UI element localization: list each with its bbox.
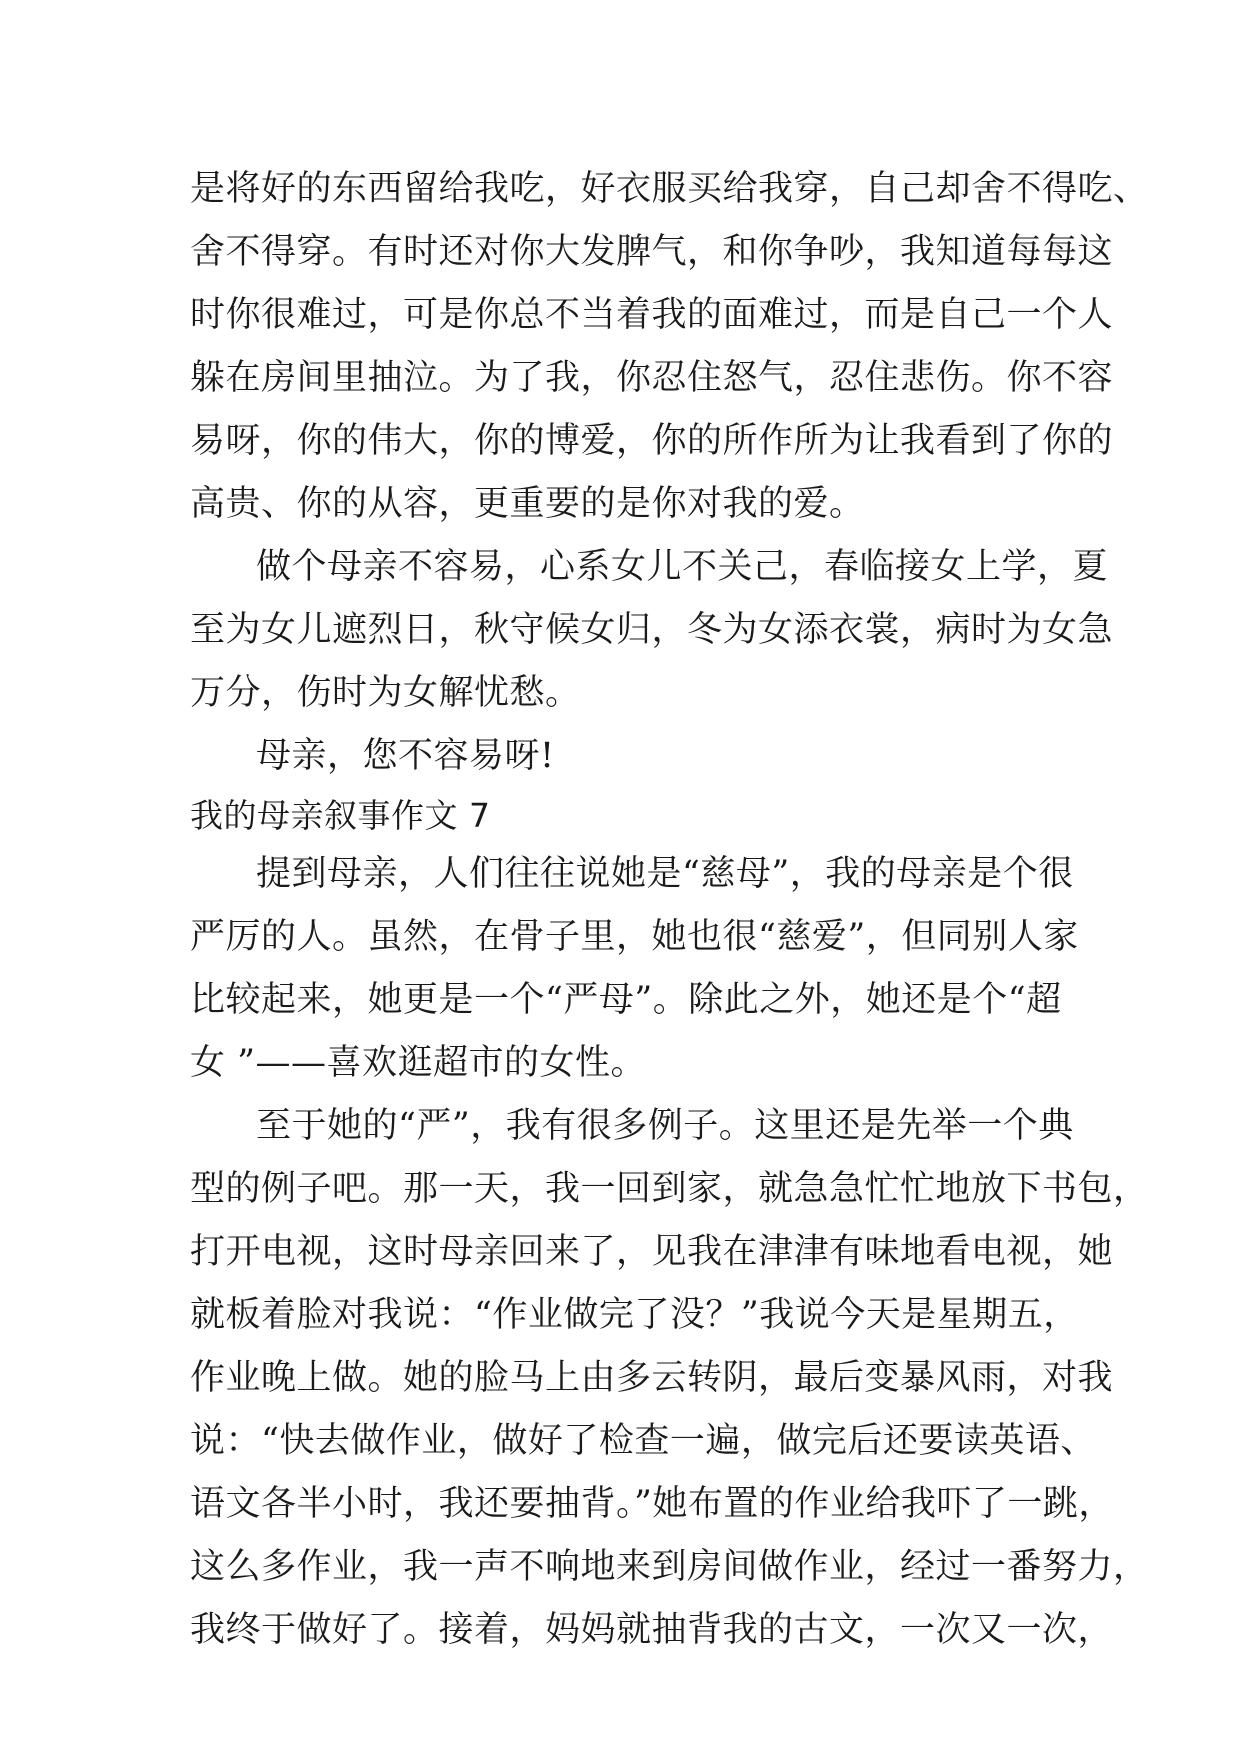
text-line: 至为女儿遮烈日，秋守候女归，冬为女添衣裳，病时为女急	[190, 610, 1114, 650]
paragraph	[190, 843, 1079, 1095]
text-line: 至于她的“严”，我有很多例子。这里还是先举一个典	[256, 1106, 1074, 1146]
text-line: 我终于做好了。接着，妈妈就抽背我的古文，一次又一次，	[190, 1610, 1114, 1650]
text-line: 时你很难过，可是你总不当着我的面难过，而是自己一个人	[190, 295, 1114, 335]
text-line: 做个母亲不容易，心系女儿不关己，春临接女上学，夏	[256, 547, 1109, 587]
paragraph	[190, 725, 1060, 788]
text-line: 这么多作业，我一声不响地来到房间做作业，经过一番努力，	[190, 1547, 1149, 1587]
text-line: 母亲，您不容易呀!	[256, 736, 555, 776]
text-line: 提到母亲，人们往往说她是“慈母”，我的母亲是个很	[256, 854, 1074, 894]
text-line: 舍不得穿。有时还对你大发脾气，和你争吵，我知道每每这	[190, 232, 1114, 272]
text-line: 高贵、你的从容，更重要的是你对我的爱。	[190, 484, 865, 524]
text-line: 就板着脸对我说：“作业做完了没？”我说今天是星期五，	[190, 1295, 1079, 1335]
text-line: 型的例子吧。那一天，我一回到家，就急急忙忙地放下书包，	[190, 1169, 1149, 1209]
document-body	[190, 158, 1149, 1662]
paragraph	[190, 158, 1149, 536]
text-line: 说：“快去做作业，做好了检查一遍，做完后还要读英语、	[190, 1421, 1096, 1461]
text-line: 女 ”——喜欢逛超市的女性。	[190, 1043, 647, 1083]
text-line: 比较起来，她更是一个“严母”。除此之外，她还是个“超	[190, 980, 1062, 1020]
text-line: 作业晚上做。她的脸马上由多云转阴，最后变暴风雨，对我	[190, 1358, 1114, 1398]
text-line: 万分，伤时为女解忧愁。	[190, 673, 581, 713]
text-line: 是将好的东西留给我吃，好衣服买给我穿，自己却舍不得吃、	[190, 169, 1149, 209]
text-line: 打开电视，这时母亲回来了，见我在津津有味地看电视，她	[190, 1232, 1114, 1272]
section-heading-block	[190, 788, 1060, 843]
section-heading: 我的母亲叙事作文 7	[190, 796, 491, 835]
text-line: 躲在房间里抽泣。为了我，你忍住怒气，忍住悲伤。你不容	[190, 358, 1114, 398]
text-line: 易呀，你的伟大，你的博爱，你的所作所为让我看到了你的	[190, 421, 1114, 461]
paragraph	[190, 536, 1114, 725]
text-line: 严厉的人。虽然，在骨子里，她也很“慈爱”，但同别人家	[190, 917, 1079, 957]
text-line: 语文各半小时，我还要抽背。”她布置的作业给我吓了一跳，	[190, 1484, 1114, 1524]
paragraph	[190, 1095, 1149, 1662]
